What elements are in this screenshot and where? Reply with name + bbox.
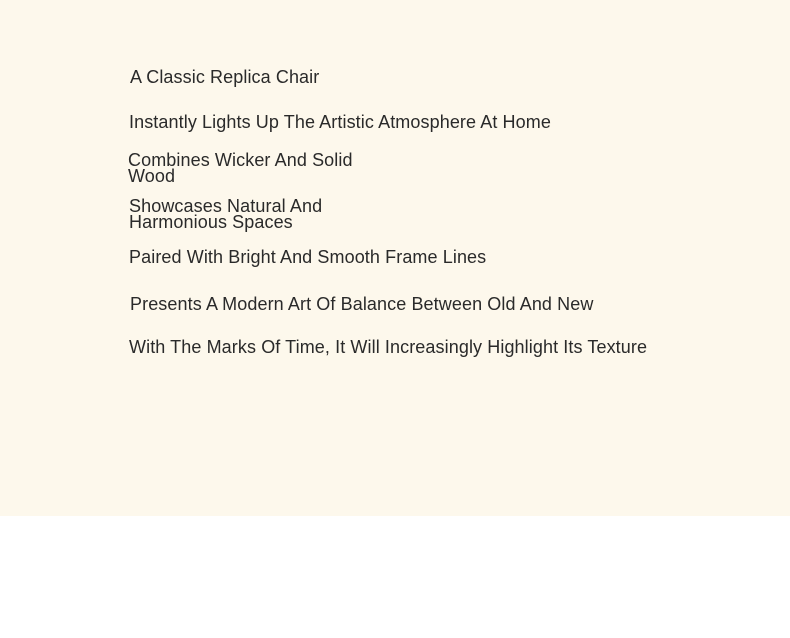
feature-line-atmosphere: Instantly Lights Up The Artistic Atmosphere At Home bbox=[129, 112, 551, 132]
feature-line-title: A Classic Replica Chair bbox=[130, 67, 320, 87]
feature-line-materials: Combines Wicker And Solid Wood bbox=[128, 150, 353, 186]
feature-line-spaces: Showcases Natural And Harmonious Spaces bbox=[129, 196, 323, 232]
feature-line-texture: With The Marks Of Time, It Will Increasingly Highlight Its Texture bbox=[129, 337, 648, 357]
feature-line-balance: Presents A Modern Art Of Balance Between Old And New bbox=[130, 294, 594, 314]
feature-line-frame: Paired With Bright And Smooth Frame Lines bbox=[129, 247, 487, 267]
